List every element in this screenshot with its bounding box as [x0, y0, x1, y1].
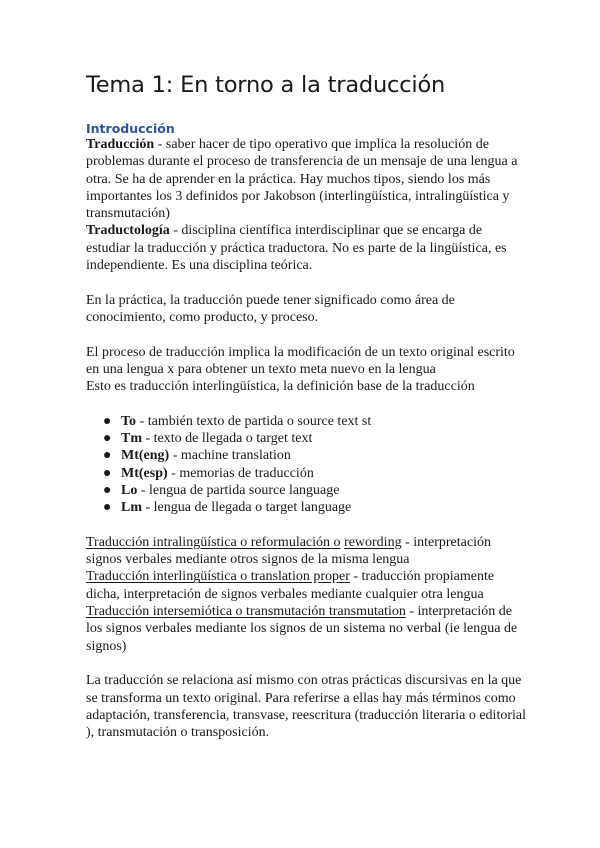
list-item-text: - lengua de partida source language: [137, 482, 340, 498]
list-item: [86, 499, 526, 516]
paragraph-proceso: El proceso de traducción implica la modificación de un texto original escrito en una lengua x para obtener un texto meta nuevo en la lengua: [86, 344, 515, 377]
bullet-icon: ●: [103, 448, 112, 464]
bullet-icon: ●: [103, 413, 112, 429]
list-item: [86, 482, 526, 499]
paragraph-intersemiotica: [86, 603, 526, 655]
paragraph-traduccion: [86, 136, 526, 222]
list-item-text: - lengua de llegada o target language: [142, 500, 352, 516]
list-item-text: - también texto de partida o source text st: [136, 413, 372, 429]
list-item-term: Tm: [121, 431, 142, 447]
page-title: Tema 1: En torno a la traducción: [86, 72, 446, 98]
term-intersemiotica: Traducción intersemiótica o transmutación transmutation: [86, 604, 406, 620]
paragraph-translation-proper: [86, 568, 526, 603]
definition-intersemiotica: - interpretación de los signos verbales mediante los signos de un sistema no verbal (ie lengua de signos): [86, 604, 518, 654]
paragraph-practicas-discursivas: La traducción se relaciona así mismo con otras prácticas discursivas en la que se transforma un texto original. Para referirse a ellas hay más términos como adaptación, transferencia, transvase, reescritura (traducción literaria o editorial ), transmutación o transposición.: [86, 673, 526, 741]
term-traduccion: Traducción: [86, 137, 155, 152]
term-traductologia: Traductología: [86, 223, 170, 239]
bullet-icon: ●: [103, 482, 112, 498]
term-translation-proper: Traducción interlingüística o translation proper: [86, 569, 350, 585]
list-item-term: Lo: [121, 482, 138, 498]
definition-traductologia: - disciplina científica interdisciplinar que se encarga de estudiar la traducción y práctica traductora. No es parte de la lingüística, es independiente. Es una disciplina teórica.: [86, 223, 507, 274]
paragraph-interlinguistica: Esto es traducción interlingüística, la definición base de la traducción: [86, 379, 475, 395]
term-rewording: rewording: [344, 534, 402, 550]
definition-translation-proper: - traducción propiamente dicha, interpretación de signos verbales mediante cualquier otra lengua: [86, 569, 495, 602]
list-item: [86, 447, 526, 464]
list-item: [86, 465, 526, 482]
list-item: [86, 430, 526, 447]
term-intralinguistica: Traducción intralingüística o reformulación o: [86, 534, 341, 550]
bullet-icon: ●: [103, 500, 112, 516]
spacer: [86, 395, 526, 412]
definition-traduccion: - saber hacer de tipo operativo que implica la resolución de problemas durante el proceso de transferencia de un mensaje de una lengua a otra. Se ha de aprender en la práctica. Hay muchos tipos, siendo los más importantes los 3 definidos por Jakobson (interlingüística, intralingüística y transmutación): [86, 137, 518, 222]
bullet-icon: ●: [103, 465, 112, 481]
spacer: [86, 655, 526, 672]
definition-intralinguistica: - interpretación signos verbales mediante otros signos de la misma lengua: [86, 534, 491, 568]
list-item-term: Mt(eng): [121, 448, 170, 464]
paragraph-intralinguistica: [86, 534, 526, 569]
list-item-term: To: [121, 413, 137, 429]
spacer: [86, 274, 526, 291]
document-body: [86, 136, 526, 741]
paragraph-traductologia: [86, 222, 526, 274]
spacer: [86, 326, 526, 343]
list-item-term: Lm: [121, 500, 142, 516]
bullet-icon: ●: [103, 431, 112, 447]
list-item-text: - texto de llegada o target text: [142, 431, 313, 447]
abbreviation-list: [86, 413, 526, 517]
list-item-text: - memorias de traducción: [167, 465, 314, 481]
list-item-term: Mt(esp): [121, 465, 168, 481]
list-item-text: - machine translation: [169, 448, 291, 464]
paragraph-practica: En la práctica, la traducción puede tener significado como área de conocimiento, como producto, y proceso.: [86, 292, 455, 325]
section-heading: Introducción: [86, 121, 175, 136]
spacer: [86, 517, 526, 534]
list-item: [86, 413, 526, 430]
